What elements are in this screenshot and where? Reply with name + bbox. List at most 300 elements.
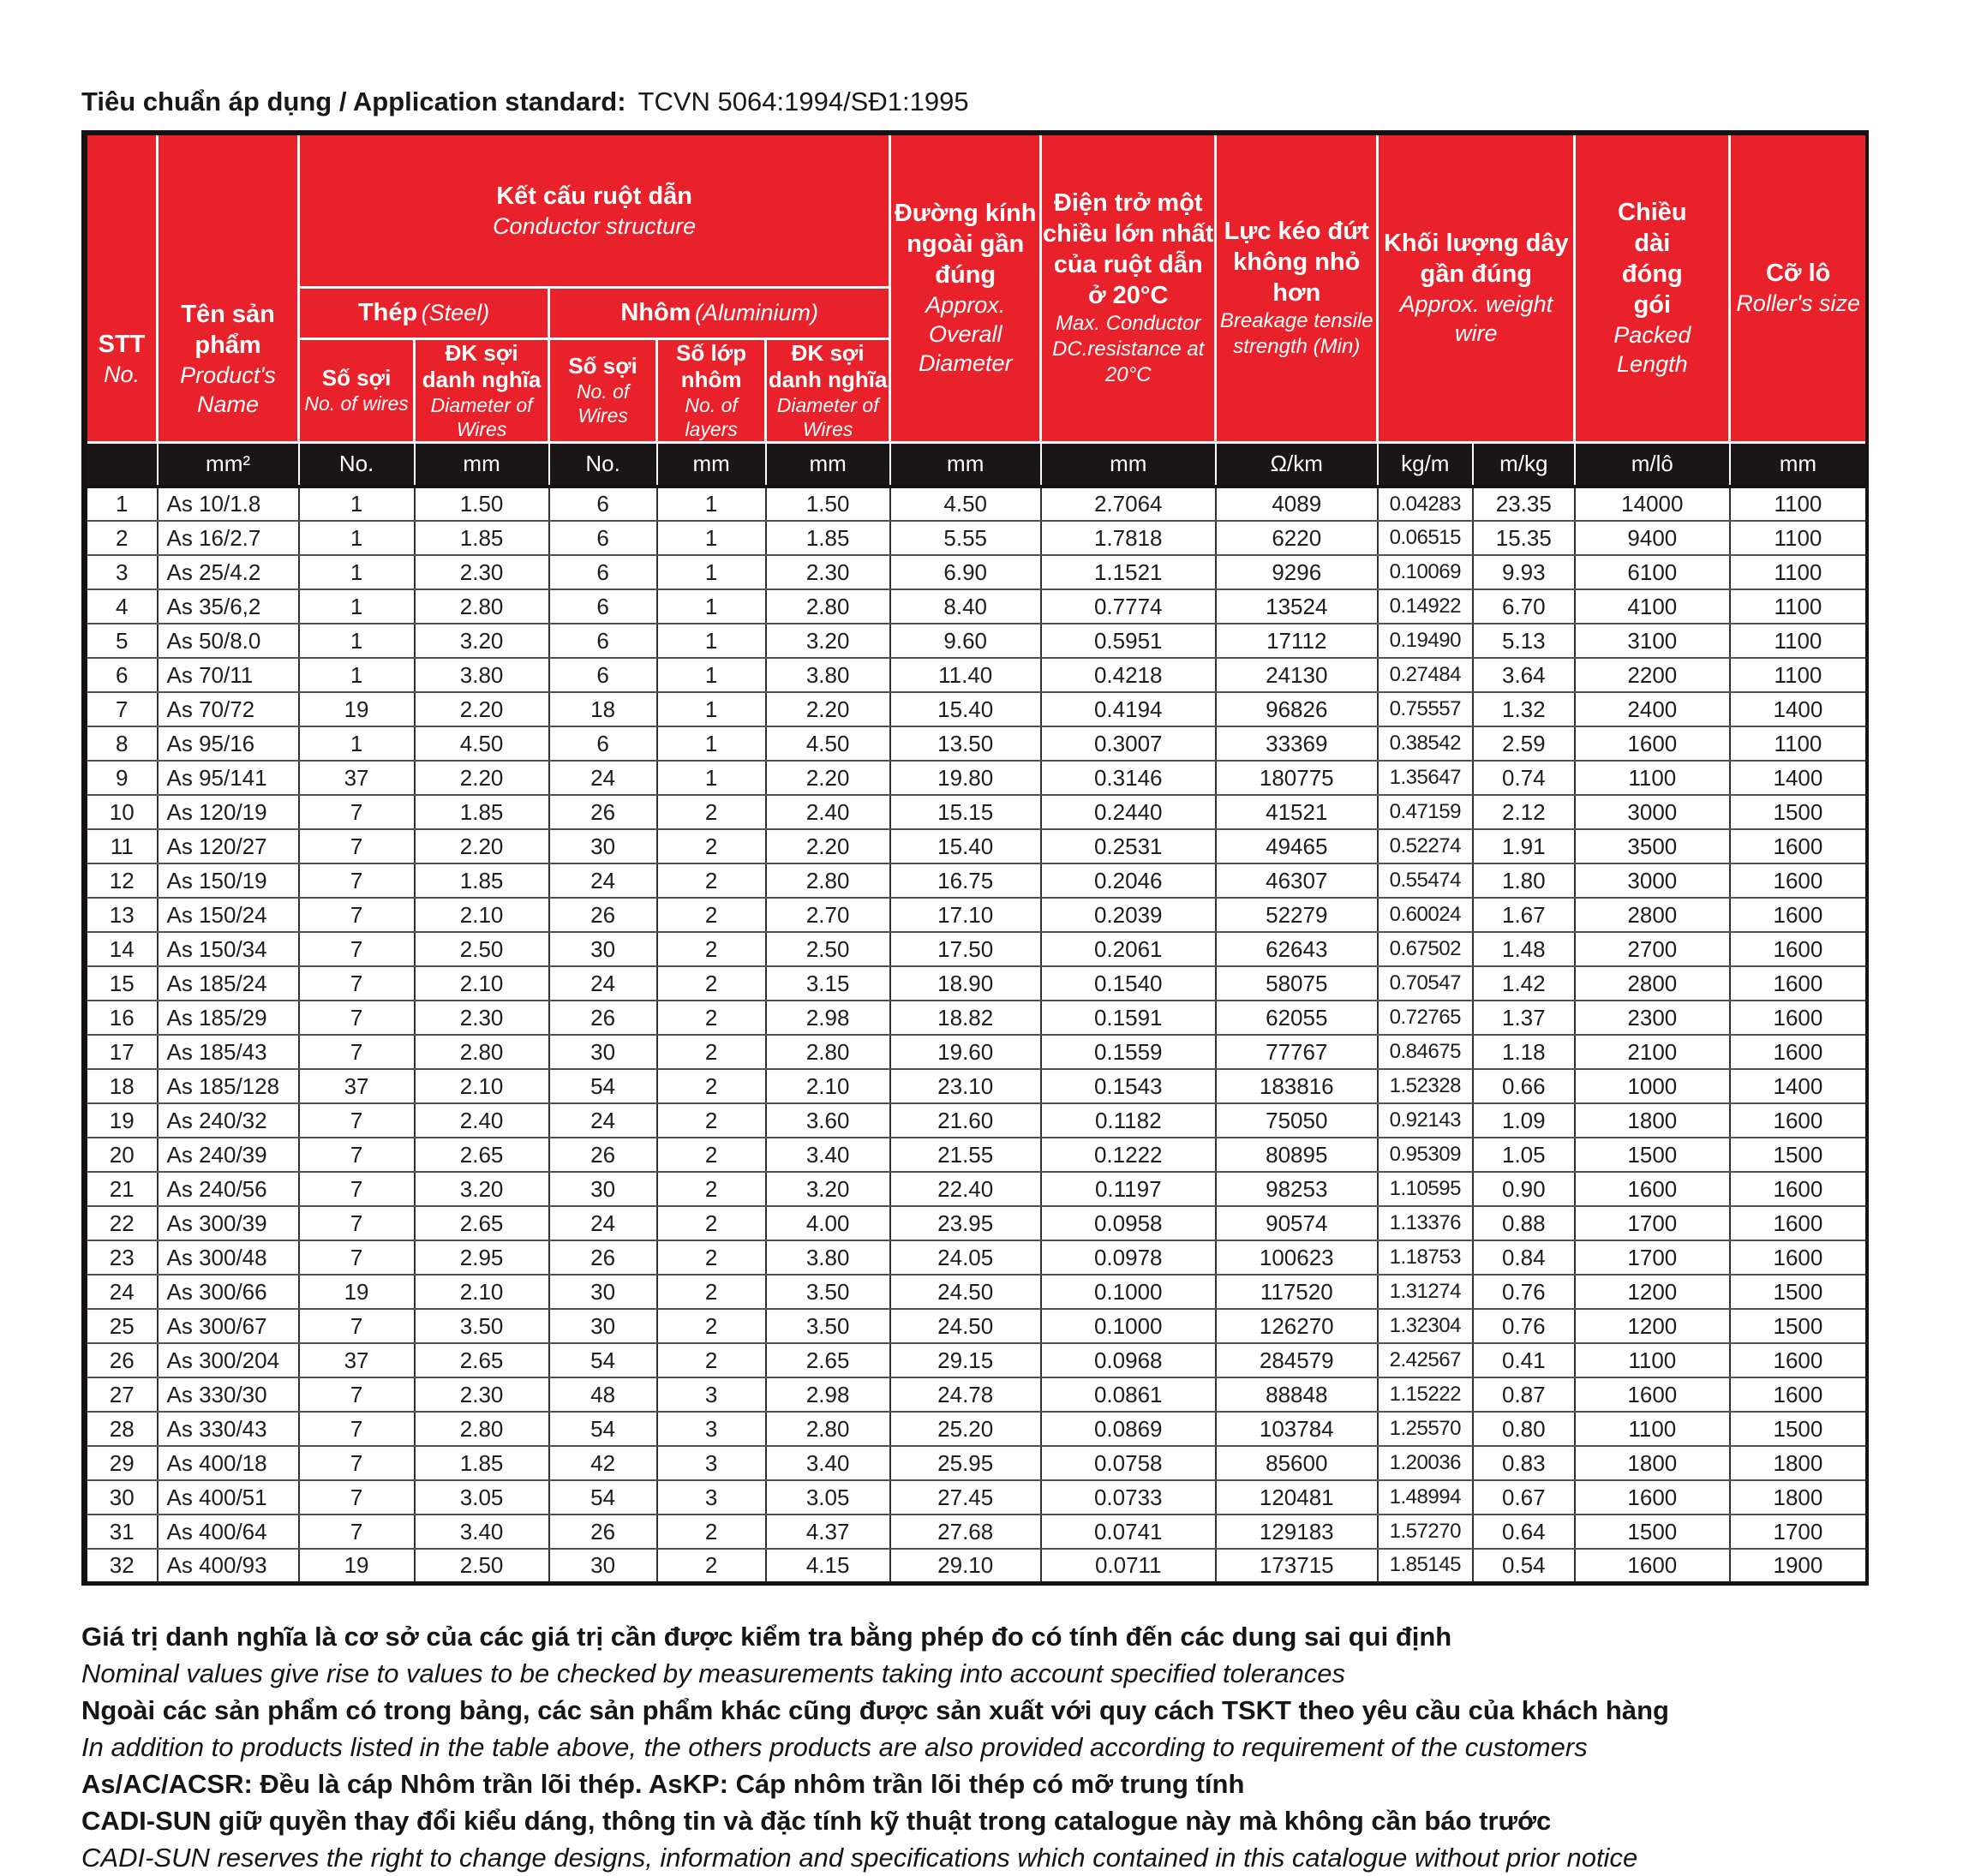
cell: 1.67 xyxy=(1473,898,1575,932)
cell: 0.87 xyxy=(1473,1377,1575,1412)
cell: 26 xyxy=(549,1001,657,1035)
cell: 7 xyxy=(85,692,158,726)
cell: 0.72765 xyxy=(1378,1001,1473,1035)
weight-vi: Khối lượng dây gần đúng xyxy=(1383,230,1569,289)
tensile-en: Breakage tensile strength (Min) xyxy=(1219,309,1374,359)
table-row xyxy=(85,1035,1868,1069)
table-row xyxy=(85,1480,1868,1515)
cell: 2.40 xyxy=(415,1103,549,1138)
table-body xyxy=(85,487,1868,1583)
cell: 3.50 xyxy=(766,1309,890,1343)
cell: 1.42 xyxy=(1473,966,1575,1001)
cell: 1.13376 xyxy=(1378,1206,1473,1240)
cell: 2.80 xyxy=(415,1035,549,1069)
cell: 2.10 xyxy=(415,1069,549,1103)
unit-cell: m/lô xyxy=(1575,442,1730,487)
cell: 0.19490 xyxy=(1378,624,1473,658)
cell: 1600 xyxy=(1730,966,1867,1001)
col-header-aluminium xyxy=(549,287,890,338)
cell: 12 xyxy=(85,863,158,898)
cell: 33369 xyxy=(1216,726,1378,761)
table-row xyxy=(85,521,1868,555)
cell: 1 xyxy=(299,521,415,555)
cell: 6100 xyxy=(1575,555,1730,589)
cell: 4.50 xyxy=(415,726,549,761)
cell: 0.52274 xyxy=(1378,829,1473,863)
cell: 30 xyxy=(549,829,657,863)
unit-cell: mm xyxy=(890,442,1041,487)
cell: 29.10 xyxy=(890,1549,1041,1583)
cell: 1.85145 xyxy=(1378,1549,1473,1583)
cell: 8 xyxy=(85,726,158,761)
cell: 15.15 xyxy=(890,795,1041,829)
cell: 3.40 xyxy=(766,1446,890,1480)
cell: 2.70 xyxy=(766,898,890,932)
cell: 7 xyxy=(299,829,415,863)
packed-length-en: Packed Length xyxy=(1613,322,1691,378)
cell: 21.55 xyxy=(890,1138,1041,1172)
cell: 3.80 xyxy=(766,658,890,692)
cell: 3.50 xyxy=(415,1309,549,1343)
cell: 2.80 xyxy=(766,863,890,898)
cell: 1.85 xyxy=(415,863,549,898)
cell: 7 xyxy=(299,1480,415,1515)
cell: 30 xyxy=(85,1480,158,1515)
cell: 24.50 xyxy=(890,1275,1041,1309)
cell: 1500 xyxy=(1730,1138,1867,1172)
cell: 6220 xyxy=(1216,521,1378,555)
col-header-alu-layers xyxy=(657,338,766,442)
col-header-alu-diameter xyxy=(766,338,890,442)
unit-cell: mm xyxy=(1041,442,1216,487)
cell: 52279 xyxy=(1216,898,1378,932)
cell: 46307 xyxy=(1216,863,1378,898)
cell: 37 xyxy=(299,1069,415,1103)
cell: 1200 xyxy=(1575,1275,1730,1309)
cell: 1800 xyxy=(1575,1103,1730,1138)
cell: 24 xyxy=(549,761,657,795)
cell: 2 xyxy=(657,795,766,829)
cell: 0.0869 xyxy=(1041,1412,1216,1446)
cell: 9.93 xyxy=(1473,555,1575,589)
table-row xyxy=(85,1172,1868,1206)
cell: 28 xyxy=(85,1412,158,1446)
cell: 17.10 xyxy=(890,898,1041,932)
cell: 0.3007 xyxy=(1041,726,1216,761)
cell: 0.0861 xyxy=(1041,1377,1216,1412)
cell: 2.80 xyxy=(766,589,890,624)
cell: 1700 xyxy=(1730,1515,1867,1549)
cell: 54 xyxy=(549,1412,657,1446)
footnotes xyxy=(81,1618,1869,1876)
steel-wires-en: No. of wires xyxy=(304,392,409,415)
col-header-conductor-structure xyxy=(299,133,890,287)
cell: 2800 xyxy=(1575,966,1730,1001)
unit-cell: mm xyxy=(1730,442,1867,487)
cell: 27 xyxy=(85,1377,158,1412)
cell: As 16/2.7 xyxy=(158,521,299,555)
cell: 1 xyxy=(657,726,766,761)
cell: 1.57270 xyxy=(1378,1515,1473,1549)
unit-cell: mm xyxy=(415,442,549,487)
cell: 0.1543 xyxy=(1041,1069,1216,1103)
cell: 24130 xyxy=(1216,658,1378,692)
table-row xyxy=(85,1549,1868,1583)
cell: 1.85 xyxy=(766,521,890,555)
cell: 1.48 xyxy=(1473,932,1575,966)
standard-value: TCVN 5064:1994/SĐ1:1995 xyxy=(637,87,969,117)
weight-en: Approx. weight wire xyxy=(1399,291,1553,347)
unit-cell xyxy=(85,442,158,487)
cell: 0.80 xyxy=(1473,1412,1575,1446)
cell: 1.20036 xyxy=(1378,1446,1473,1480)
cell: As 400/51 xyxy=(158,1480,299,1515)
cell: 1600 xyxy=(1575,1377,1730,1412)
cell: 1.15222 xyxy=(1378,1377,1473,1412)
cell: 0.75557 xyxy=(1378,692,1473,726)
table-row xyxy=(85,692,1868,726)
cell: 1 xyxy=(299,658,415,692)
cell: As 240/56 xyxy=(158,1172,299,1206)
unit-cell: mm xyxy=(766,442,890,487)
alu-wires-en: No. of Wires xyxy=(576,380,630,427)
table-row xyxy=(85,1275,1868,1309)
cell: 75050 xyxy=(1216,1103,1378,1138)
cell: As 50/8.0 xyxy=(158,624,299,658)
cell: 1100 xyxy=(1730,658,1867,692)
cell: 2 xyxy=(657,1206,766,1240)
cell: 284579 xyxy=(1216,1343,1378,1377)
cell: As 240/39 xyxy=(158,1138,299,1172)
table-row xyxy=(85,487,1868,521)
cell: 13524 xyxy=(1216,589,1378,624)
alu-layers-vi: Số lớp nhôm xyxy=(676,339,747,392)
cell: 18.82 xyxy=(890,1001,1041,1035)
cell: 1 xyxy=(657,589,766,624)
cell: 0.2440 xyxy=(1041,795,1216,829)
cell: 0.0958 xyxy=(1041,1206,1216,1240)
cell: 2.65 xyxy=(415,1343,549,1377)
cell: As 330/43 xyxy=(158,1412,299,1446)
cell: 2 xyxy=(85,521,158,555)
cell: 0.1222 xyxy=(1041,1138,1216,1172)
col-header-dc-resistance xyxy=(1041,133,1216,442)
cell: 1700 xyxy=(1575,1240,1730,1275)
spec-table xyxy=(81,130,1869,1586)
cell: 14 xyxy=(85,932,158,966)
cell: 98253 xyxy=(1216,1172,1378,1206)
cell: 1700 xyxy=(1575,1206,1730,1240)
table-row xyxy=(85,1069,1868,1103)
cell: 26 xyxy=(549,898,657,932)
cell: 2.20 xyxy=(415,692,549,726)
cell: As 300/67 xyxy=(158,1309,299,1343)
steel-wires-vi: Số sợi xyxy=(321,365,392,391)
cell: 13 xyxy=(85,898,158,932)
cell: 7 xyxy=(299,898,415,932)
cell: 6 xyxy=(549,726,657,761)
cell: 1 xyxy=(299,624,415,658)
cell: 1.91 xyxy=(1473,829,1575,863)
cell: 2.12 xyxy=(1473,795,1575,829)
cell: 2.50 xyxy=(415,1549,549,1583)
cell: 7 xyxy=(299,1138,415,1172)
cell: 58075 xyxy=(1216,966,1378,1001)
cell: As 300/204 xyxy=(158,1343,299,1377)
cell: 2.20 xyxy=(766,761,890,795)
standard-label: Tiêu chuẩn áp dụng / Application standard: xyxy=(81,87,626,117)
footnote-line: CADI-SUN giữ quyền thay đổi kiểu dáng, thông tin và đặc tính kỹ thuật trong catalogue này mà không cần báo trước xyxy=(81,1805,1552,1836)
cell: 15 xyxy=(85,966,158,1001)
alu-layers-en: No. of layers xyxy=(685,393,738,440)
cell: 1500 xyxy=(1730,795,1867,829)
table-row xyxy=(85,555,1868,589)
cell: 7 xyxy=(299,932,415,966)
cell: 11.40 xyxy=(890,658,1041,692)
cell: 3500 xyxy=(1575,829,1730,863)
cell: 18 xyxy=(85,1069,158,1103)
tensile-vi: Lực kéo đứt không nhỏ hơn xyxy=(1224,218,1369,308)
cell: 2.80 xyxy=(766,1035,890,1069)
cell: 2.40 xyxy=(766,795,890,829)
cell: 1 xyxy=(299,726,415,761)
cell: 41521 xyxy=(1216,795,1378,829)
cell: 17.50 xyxy=(890,932,1041,966)
cell: 1 xyxy=(657,487,766,521)
cell: 20 xyxy=(85,1138,158,1172)
cell: 6 xyxy=(549,589,657,624)
cell: 2.65 xyxy=(415,1138,549,1172)
table-row xyxy=(85,898,1868,932)
cell: 1500 xyxy=(1575,1138,1730,1172)
cell: 2 xyxy=(657,1001,766,1035)
cell: 1.31274 xyxy=(1378,1275,1473,1309)
cell: 2.20 xyxy=(415,829,549,863)
cell: 3 xyxy=(657,1377,766,1412)
cell: 0.14922 xyxy=(1378,589,1473,624)
cell: As 120/19 xyxy=(158,795,299,829)
footnote-line: Ngoài các sản phẩm có trong bảng, các sản phẩm khác cũng được sản xuất với quy cách TSKT theo yêu cầu của khách hàng xyxy=(81,1694,1669,1725)
cell: 3000 xyxy=(1575,863,1730,898)
cell: 1.1521 xyxy=(1041,555,1216,589)
cell: 3100 xyxy=(1575,624,1730,658)
cell: As 70/11 xyxy=(158,658,299,692)
table-row xyxy=(85,1412,1868,1446)
cell: 3.64 xyxy=(1473,658,1575,692)
cell: 0.2531 xyxy=(1041,829,1216,863)
cell: 0.60024 xyxy=(1378,898,1473,932)
cell: 6 xyxy=(549,555,657,589)
cell: 37 xyxy=(299,761,415,795)
cell: As 400/18 xyxy=(158,1446,299,1480)
cell: 1 xyxy=(299,555,415,589)
overall-diameter-vi: Đường kính ngoài gần đúng xyxy=(894,200,1037,290)
cell: 2 xyxy=(657,1309,766,1343)
table-row xyxy=(85,1309,1868,1343)
cell: 2.10 xyxy=(415,898,549,932)
cell: 2800 xyxy=(1575,898,1730,932)
cell: 25 xyxy=(85,1309,158,1343)
cell: 1.18 xyxy=(1473,1035,1575,1069)
cell: 2 xyxy=(657,863,766,898)
cell: 1500 xyxy=(1730,1309,1867,1343)
cell: 0.92143 xyxy=(1378,1103,1473,1138)
steel-vi: Thép xyxy=(357,299,418,326)
cell: 0.10069 xyxy=(1378,555,1473,589)
col-header-alu-wires xyxy=(549,338,657,442)
table-row xyxy=(85,1206,1868,1240)
cell: 1800 xyxy=(1730,1446,1867,1480)
cell: 5 xyxy=(85,624,158,658)
cell: 5.13 xyxy=(1473,624,1575,658)
cell: 2.98 xyxy=(766,1001,890,1035)
footnote-line: Nominal values give rise to values to be checked by measurements taking into account specified tolerances xyxy=(81,1658,1346,1688)
cell: 23.35 xyxy=(1473,487,1575,521)
cell: 54 xyxy=(549,1480,657,1515)
cell: 2.42567 xyxy=(1378,1343,1473,1377)
cell: 6 xyxy=(549,624,657,658)
table-row xyxy=(85,726,1868,761)
cell: 0.0711 xyxy=(1041,1549,1216,1583)
cell: 18.90 xyxy=(890,966,1041,1001)
structure-vi: Kết cấu ruột dẫn xyxy=(496,182,693,210)
table-row xyxy=(85,1343,1868,1377)
cell: 1600 xyxy=(1730,1240,1867,1275)
cell: As 10/1.8 xyxy=(158,487,299,521)
cell: 2.80 xyxy=(415,589,549,624)
cell: As 300/48 xyxy=(158,1240,299,1275)
cell: 2.80 xyxy=(766,1412,890,1446)
unit-cell: No. xyxy=(549,442,657,487)
cell: 0.84 xyxy=(1473,1240,1575,1275)
cell: 0.67502 xyxy=(1378,932,1473,966)
cell: 24 xyxy=(549,966,657,1001)
cell: 27.68 xyxy=(890,1515,1041,1549)
cell: 0.1591 xyxy=(1041,1001,1216,1035)
cell: 3.20 xyxy=(415,624,549,658)
cell: 19.60 xyxy=(890,1035,1041,1069)
cell: 0.55474 xyxy=(1378,863,1473,898)
cell: 1.80 xyxy=(1473,863,1575,898)
resistance-vi: Điện trở một chiều lớn nhất của ruột dẫn ở 20°C xyxy=(1043,189,1214,310)
cell: As 300/66 xyxy=(158,1275,299,1309)
cell: As 185/29 xyxy=(158,1001,299,1035)
cell: 117520 xyxy=(1216,1275,1378,1309)
col-header-steel-diameter xyxy=(415,338,549,442)
col-header-stt xyxy=(85,133,158,442)
cell: 2 xyxy=(657,1069,766,1103)
cell: 2 xyxy=(657,1138,766,1172)
cell: 1600 xyxy=(1730,1103,1867,1138)
cell: 0.7774 xyxy=(1041,589,1216,624)
cell: 1400 xyxy=(1730,761,1867,795)
cell: 2200 xyxy=(1575,658,1730,692)
cell: 3.05 xyxy=(415,1480,549,1515)
cell: 0.0733 xyxy=(1041,1480,1216,1515)
cell: 3.50 xyxy=(766,1275,890,1309)
cell: 31 xyxy=(85,1515,158,1549)
unit-cell: No. xyxy=(299,442,415,487)
cell: 126270 xyxy=(1216,1309,1378,1343)
cell: 21.60 xyxy=(890,1103,1041,1138)
cell: 1 xyxy=(657,555,766,589)
cell: 4100 xyxy=(1575,589,1730,624)
cell: 1.48994 xyxy=(1378,1480,1473,1515)
cell: 30 xyxy=(549,1549,657,1583)
cell: 30 xyxy=(549,1309,657,1343)
cell: 1.32 xyxy=(1473,692,1575,726)
cell: 23.95 xyxy=(890,1206,1041,1240)
cell: 1400 xyxy=(1730,692,1867,726)
cell: 0.2061 xyxy=(1041,932,1216,966)
col-header-tensile-strength xyxy=(1216,133,1378,442)
cell: 7 xyxy=(299,1001,415,1035)
cell: 2.10 xyxy=(415,1275,549,1309)
table-row xyxy=(85,1240,1868,1275)
cell: 24 xyxy=(549,863,657,898)
footnote-line: In addition to products listed in the table above, the others products are also provided according to requirement of the customers xyxy=(81,1731,1588,1762)
cell: 4.37 xyxy=(766,1515,890,1549)
cell: 2.20 xyxy=(766,692,890,726)
cell: 0.90 xyxy=(1473,1172,1575,1206)
cell: 6 xyxy=(85,658,158,692)
cell: 15.40 xyxy=(890,692,1041,726)
cell: As 240/32 xyxy=(158,1103,299,1138)
cell: 0.70547 xyxy=(1378,966,1473,1001)
cell: 96826 xyxy=(1216,692,1378,726)
col-header-overall-diameter xyxy=(890,133,1041,442)
stt-en: No. xyxy=(103,361,141,387)
cell: 7 xyxy=(299,1446,415,1480)
table-row xyxy=(85,1377,1868,1412)
cell: 1 xyxy=(657,624,766,658)
table-row xyxy=(85,1138,1868,1172)
cell: 1100 xyxy=(1575,761,1730,795)
table-row xyxy=(85,1103,1868,1138)
cell: 90574 xyxy=(1216,1206,1378,1240)
cell: 2.65 xyxy=(766,1343,890,1377)
cell: 1.85 xyxy=(415,521,549,555)
cell: 2.7064 xyxy=(1041,487,1216,521)
cell: 9296 xyxy=(1216,555,1378,589)
cell: 173715 xyxy=(1216,1549,1378,1583)
cell: 22.40 xyxy=(890,1172,1041,1206)
cell: 1600 xyxy=(1730,898,1867,932)
cell: 2 xyxy=(657,898,766,932)
cell: 29.15 xyxy=(890,1343,1041,1377)
col-header-weight xyxy=(1378,133,1575,442)
cell: 7 xyxy=(299,1412,415,1446)
cell: 2.98 xyxy=(766,1377,890,1412)
cell: 15.40 xyxy=(890,829,1041,863)
cell: 120481 xyxy=(1216,1480,1378,1515)
cell: 48 xyxy=(549,1377,657,1412)
cell: 100623 xyxy=(1216,1240,1378,1275)
cell: 0.88 xyxy=(1473,1206,1575,1240)
roller-size-en: Roller's size xyxy=(1736,290,1861,317)
cell: 1.09 xyxy=(1473,1103,1575,1138)
cell: 1600 xyxy=(1730,1035,1867,1069)
cell: 5.55 xyxy=(890,521,1041,555)
table-row xyxy=(85,966,1868,1001)
cell: 19.80 xyxy=(890,761,1041,795)
cell: As 150/19 xyxy=(158,863,299,898)
unit-cell: mm² xyxy=(158,442,299,487)
cell: As 35/6,2 xyxy=(158,589,299,624)
cell: 0.04283 xyxy=(1378,487,1473,521)
table-row xyxy=(85,624,1868,658)
cell: 2.65 xyxy=(415,1206,549,1240)
